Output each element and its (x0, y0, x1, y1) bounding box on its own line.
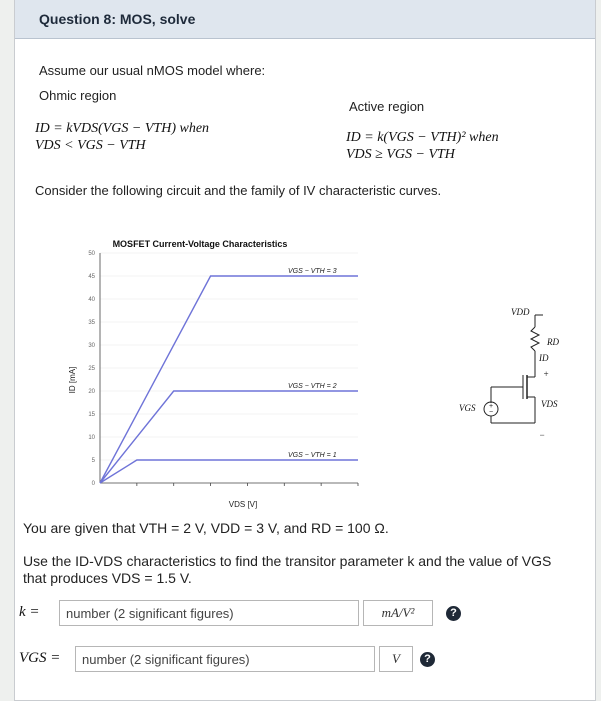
y-tick-label: 50 (88, 251, 95, 257)
chart-title: MOSFET Current-Voltage Characteristics (112, 239, 288, 249)
plus-sign: + (543, 369, 550, 379)
ohmic-heading: Ohmic region (39, 88, 117, 103)
y-tick-label: 15 (88, 412, 95, 418)
task-text-1: Use the ID-VDS characteristics to find the transitor parameter k and the value of VGS (23, 553, 552, 569)
question-title: Question 8: MOS, solve (39, 11, 196, 27)
vdd-label: VDD (511, 307, 530, 317)
y-tick-label: 10 (88, 435, 95, 441)
answer-row-k (15, 600, 595, 630)
question-card (14, 0, 596, 701)
answer-row-vgs (15, 646, 595, 676)
ohmic-equation: ID = kVDS(VGS − VTH) when (35, 121, 210, 136)
vgs-label: VGS (459, 403, 476, 413)
source-plus: + (488, 403, 494, 410)
chart-grid (100, 253, 358, 460)
series-labels (288, 268, 337, 459)
y-tick-label: 35 (88, 320, 95, 326)
y-tick-label: 5 (91, 458, 95, 464)
y-tick-labels (88, 251, 95, 487)
vgs-answer-label: VGS = (19, 650, 61, 666)
consider-text: Consider the following circuit and the family of IV characteristic curves. (35, 183, 442, 198)
series-label: VGS − VTH = 2 (287, 383, 337, 390)
x-axis-label: VDS [V] (228, 500, 258, 509)
source-minus: − (488, 409, 494, 416)
vgs-input[interactable]: number (2 significant figures) (75, 646, 375, 672)
y-axis-label: ID [mA] (68, 366, 77, 394)
active-equation: ID = k(VGS − VTH)² when (346, 130, 499, 145)
mosfet-circuit (451, 275, 596, 475)
task-text-2: that produces VDS = 1.5 V. (23, 570, 192, 586)
series-label: VGS − VTH = 1 (287, 452, 337, 459)
series-line (100, 460, 358, 483)
intro-text: Assume our usual nMOS model where: (39, 63, 266, 78)
question-header (15, 0, 595, 39)
series-label: VGS − VTH = 3 (287, 268, 337, 275)
vds-label: VDS (541, 399, 558, 409)
y-tick-label: 30 (88, 343, 95, 349)
y-tick-label: 0 (91, 481, 95, 487)
y-tick-label: 40 (88, 297, 95, 303)
iv-chart (53, 230, 383, 515)
resistor-icon (531, 327, 539, 351)
given-text: You are given that VTH = 2 V, VDD = 3 V, and RD = 100 Ω. (23, 520, 389, 536)
vgs-help-icon[interactable]: ? (420, 652, 435, 667)
ohmic-condition: VDS < VGS − VTH (35, 138, 146, 153)
k-input[interactable]: number (2 significant figures) (59, 600, 359, 626)
rd-label: RD (547, 337, 559, 347)
active-condition: VDS ≥ VGS − VTH (346, 147, 455, 162)
vgs-unit-select[interactable]: V (379, 646, 413, 672)
k-help-icon[interactable]: ? (446, 606, 461, 621)
y-tick-label: 20 (88, 389, 95, 395)
minus-sign: − (539, 430, 546, 440)
id-label: ID (539, 353, 549, 363)
y-tick-label: 45 (88, 274, 95, 280)
active-heading: Active region (349, 99, 425, 114)
y-tick-label: 25 (88, 366, 95, 372)
k-label: k = (19, 604, 40, 620)
k-unit-select[interactable]: mA/V² (363, 600, 433, 626)
